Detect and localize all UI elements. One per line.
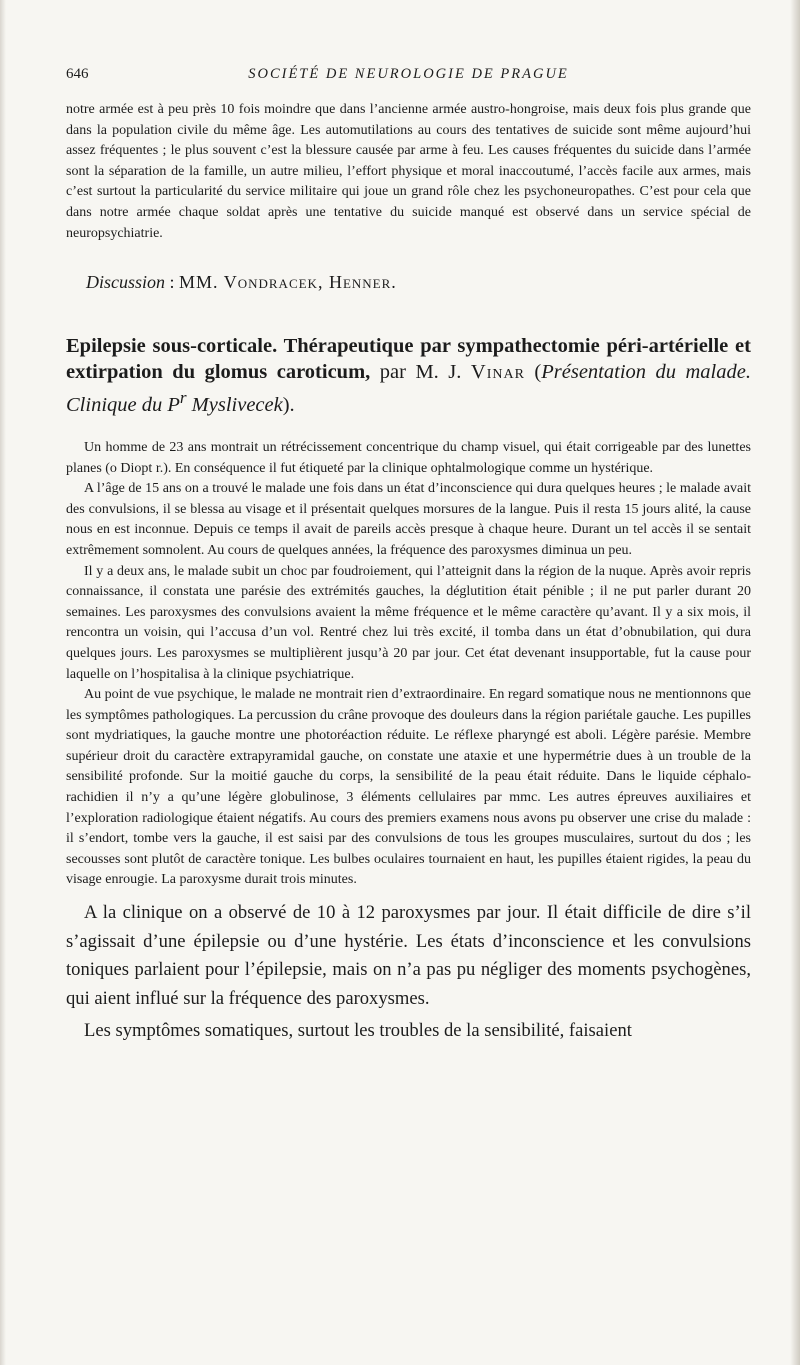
body-paragraph-6: Les symptômes somatiques, surtout les troubles de la sensibilité, faisaient (84, 1020, 632, 1042)
article-byline-prefix: par M. J. (370, 361, 471, 384)
discussion-names: MM. Vondracek, Henner. (179, 272, 397, 293)
body-paragraph-5: A la clinique on a observé de 10 à 12 paroxysmes par jour. Il était difficile de dire s’il s’agissait d’une épilepsie ou d’une hystérie. Les états d’inconscience et les convulsions toniques parlaient pour l’épilepsie, mais on n’a pas pu négliger des moments psychogènes, qui aient influé sur la fréquence des paroxysmes. (66, 902, 751, 1009)
body-paragraph-1: Un homme de 23 ans montrait un rétrécissement concentrique du champ visuel, qui était corrigeable par des lunettes planes (o Diopt r.). En conséquence il fut étiqueté par la clinique ophtalmologique comme un hystérique. (66, 439, 751, 476)
article-presentation-sup: r (179, 388, 187, 408)
article-presentation-close: ). (282, 393, 295, 416)
article-presentation-tail: Myslivecek (186, 393, 283, 416)
article-presentation: Présentation du malade. Clinique du P (66, 361, 751, 416)
running-head (66, 66, 751, 90)
running-title: SOCIÉTÉ DE NEUROLOGIE DE PRAGUE (248, 66, 569, 82)
body-paragraph-2: A l’âge de 15 ans on a trouvé le malade une fois dans un état d’inconscience qui dura quelques heures ; le malade avait des convulsions, il se blessa au visage et il présentait quelques morsures de la langue. Puis il resta 15 jours alité, la cause nous en est inconnue. Depuis ce temps il avait de pareils accès presque à chaque heure. Durant un tel accès il se sentait extrêmement somnolent. Au cours de quelques années, la fréquence des paroxysmes diminua un peu. (66, 481, 751, 558)
article-body (66, 438, 751, 1046)
discussion-label: Discussion (86, 272, 166, 293)
intro-paragraph: notre armée est à peu près 10 fois moindre que dans l’ancienne armée austro-hongroise, mais deux fois plus grande que dans la population civile du même âge. Les automutilations au cours des tentatives de suicide sont même aujourd’hui assez fréquentes ; le plus souvent c’est la blessure causée par arme à feu. Les causes fréquentes du suicide dans l’armée sont la séparation de la famille, un autre milieu, l’effort physique et moral inaccoutumé, l’accès facile aux armes, mais c’est surtout la particularité du service militaire qui joue un grand rôle chez les psychoneuropathes. C’est pour cela que dans notre armée chaque soldat après une tentative du suicide manqué est observé dans un service spécial de neuropsychiatrie. (66, 102, 751, 241)
discussion-line (86, 272, 751, 293)
discussion-separator: : (165, 272, 180, 293)
article-author: Vinar (470, 361, 525, 384)
page-number: 646 (66, 66, 89, 82)
page-edge-left (0, 0, 6, 1365)
article-presentation-open: ( (524, 361, 542, 384)
article-title (66, 333, 751, 418)
article-title-bold: Epilepsie sous-corticale. Thérapeutique par sympathectomie péri-artérielle et extirpation du glomus caroticum, (66, 335, 751, 384)
body-paragraph-3: Il y a deux ans, le malade subit un choc par foudroiement, qui l’atteignit dans la région de la nuque. Après avoir repris connaissance, il constata une parésie des extrémités gauches, la déglutition était pénible ; il ne put parler durant 20 semaines. Les paroxysmes des convulsions avaient la même fréquence et le même caractère qu’avant. Il y a six mois, il rencontra un voisin, qui l’accusa d’un vol. Rentré chez lui très excité, il tomba dans un état d’obnubilation, qui dura quelques jours. Les paroxysmes se multiplièrent jusqu’à 20 par jour. Cet état devenant insupportable, fut la cause pour laquelle on l’hospitalisa à la clinique psychiatrique. (66, 563, 751, 682)
body-paragraph-4: Au point de vue psychique, le malade ne montrait rien d’extraordinaire. En regard somatique nous ne mentionnons que les symptômes pathologiques. La percussion du crâne provoque des douleurs dans la région pariétale gauche. Les pupilles sont mydriatiques, la gauche montre une photoréaction réduite. Le réflexe pharyngé est aboli. Légère parésie. Membre supérieur droit du caractère extrapyramidal gauche, on constate une ataxie et une hypermétrie dues à un trouble de la sensibilité profonde. Sur la moitié gauche du corps, la sensibilité de la peau était réduite. Dans le liquide céphalo-rachidien il n’y a qu’une légère globulinose, 3 éléments cellulaires par mmc. Les autres épreuves auxiliaires et l’exploration radiologique étaient négatifs. Au cours des premiers examens nous avons pu observer une crise du malade : il s’endort, tombe vers la gauche, il est saisi par des convulsions de tous les groupes musculaires, surtout du dos ; les secousses sont plutôt de caractère tonique. Les bulbes oculaires tournaient en haut, les pupilles étaient rigides, la peau du visage enrougie. La paroxysme durait trois minutes. (66, 687, 751, 888)
document-page (66, 66, 751, 1046)
page-edge-right (790, 0, 800, 1365)
